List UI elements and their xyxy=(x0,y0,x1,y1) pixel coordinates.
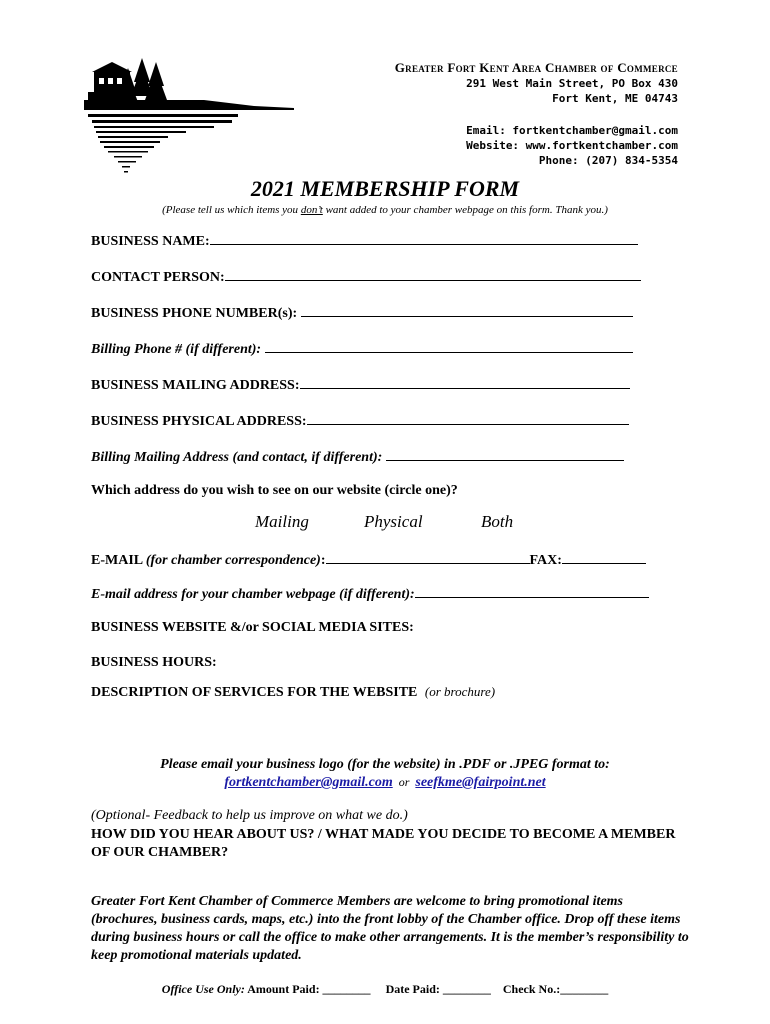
contact-person-field[interactable] xyxy=(225,268,641,281)
fax-field[interactable] xyxy=(562,551,646,564)
description-note: (or brochure) xyxy=(424,684,496,699)
which-address-question: Which address do you wish to see on our website (circle one)? xyxy=(91,483,458,498)
address-line-1: 291 West Main Street, PO Box 430 xyxy=(466,77,678,90)
business-phone-field[interactable] xyxy=(301,304,633,317)
business-name-label: BUSINESS NAME: xyxy=(91,234,210,249)
webpage-email-field[interactable] xyxy=(415,585,649,598)
amount-paid: Amount Paid: ________ xyxy=(247,982,371,996)
choice-physical[interactable]: Physical xyxy=(364,512,423,531)
business-phone-label: BUSINESS PHONE NUMBER(s): xyxy=(91,306,301,321)
form-title: 2021 MEMBERSHIP FORM xyxy=(250,176,520,201)
email-row: E-MAIL (for chamber correspondence): FAX: xyxy=(91,551,646,569)
org-name: Greater Fort Kent Area Chamber of Commerce xyxy=(394,60,678,75)
billing-phone-label: Billing Phone # (if different): xyxy=(91,342,265,357)
subtitle-emphasis: don’t xyxy=(300,204,323,216)
how-did-you-hear-question: HOW DID YOU HEAR ABOUT US? / WHAT MADE YOU DECIDE TO BECOME A MEMBER OF OUR CHAMBER? xyxy=(91,827,676,860)
contact-person-label: CONTACT PERSON: xyxy=(91,270,225,285)
business-name-field[interactable] xyxy=(210,232,638,245)
office-use-label: Office Use Only: xyxy=(161,982,245,996)
chamber-logo xyxy=(84,52,294,174)
office-use-row xyxy=(0,982,770,997)
check-no: Check No.:________ xyxy=(502,982,609,996)
logo-instructions: Please email your business logo (for the website) in .PDF or .JPEG format to: xyxy=(160,757,610,772)
description-label: DESCRIPTION OF SERVICES FOR THE WEBSITE xyxy=(91,685,418,700)
choice-mailing[interactable]: Mailing xyxy=(255,512,309,531)
promotional-items-note: Greater Fort Kent Chamber of Commerce Members are welcome to bring promotional items (brochures, business cards, maps, etc.) into the front lobby of the Chamber office. Drop off these items during business hours or call the office to make other arrangements. It is the member’s responsibility to keep promotional materials updated. xyxy=(91,894,689,963)
billing-phone-field[interactable] xyxy=(265,340,633,353)
email-link-2[interactable]: seefkme@fairpoint.net xyxy=(415,775,546,790)
business-name-row xyxy=(91,232,638,250)
email-link-1[interactable]: fortkentchamber@gmail.com xyxy=(224,775,393,790)
mailing-address-row xyxy=(91,376,630,394)
header-website: Website: www.fortkentchamber.com xyxy=(466,139,678,152)
physical-address-field[interactable] xyxy=(307,412,629,425)
letterhead xyxy=(395,60,678,168)
email-field[interactable] xyxy=(326,551,530,564)
form-subtitle: (Please tell us which items you don’t want added to your chamber webpage on this form. Thank you.) xyxy=(162,204,608,216)
email-label: E-MAIL xyxy=(91,553,146,568)
email-note: (for chamber correspondence) xyxy=(145,553,321,568)
choice-both[interactable]: Both xyxy=(481,512,514,531)
mailing-address-label: BUSINESS MAILING ADDRESS: xyxy=(91,378,300,393)
website-social-label: BUSINESS WEBSITE &/or SOCIAL MEDIA SITES: xyxy=(91,620,414,635)
or-text: or xyxy=(398,775,410,789)
billing-address-label: Billing Mailing Address (and contact, if different): xyxy=(91,450,386,465)
header-email: Email: fortkentchamber@gmail.com xyxy=(466,124,678,137)
billing-address-field[interactable] xyxy=(386,448,624,461)
header-phone: Phone: (207) 834-5354 xyxy=(538,154,678,167)
contact-person-row xyxy=(91,268,641,286)
description-row xyxy=(91,684,495,701)
webpage-email-label: E-mail address for your chamber webpage (if different): xyxy=(91,587,415,602)
physical-address-row xyxy=(91,412,629,430)
webpage-email-row xyxy=(91,585,649,603)
billing-address-row xyxy=(91,448,624,466)
mailing-address-field[interactable] xyxy=(300,376,630,389)
fax-label: FAX: xyxy=(529,553,562,568)
billing-phone-row xyxy=(91,340,633,358)
date-paid: Date Paid: ________ xyxy=(385,982,491,996)
business-hours-label: BUSINESS HOURS: xyxy=(91,655,217,670)
physical-address-label: BUSINESS PHYSICAL ADDRESS: xyxy=(91,414,307,429)
optional-feedback-note: (Optional- Feedback to help us improve on what we do.) xyxy=(91,808,408,823)
email-links xyxy=(0,775,770,791)
address-line-2: Fort Kent, ME 04743 xyxy=(552,92,678,105)
business-phone-row xyxy=(91,304,633,322)
